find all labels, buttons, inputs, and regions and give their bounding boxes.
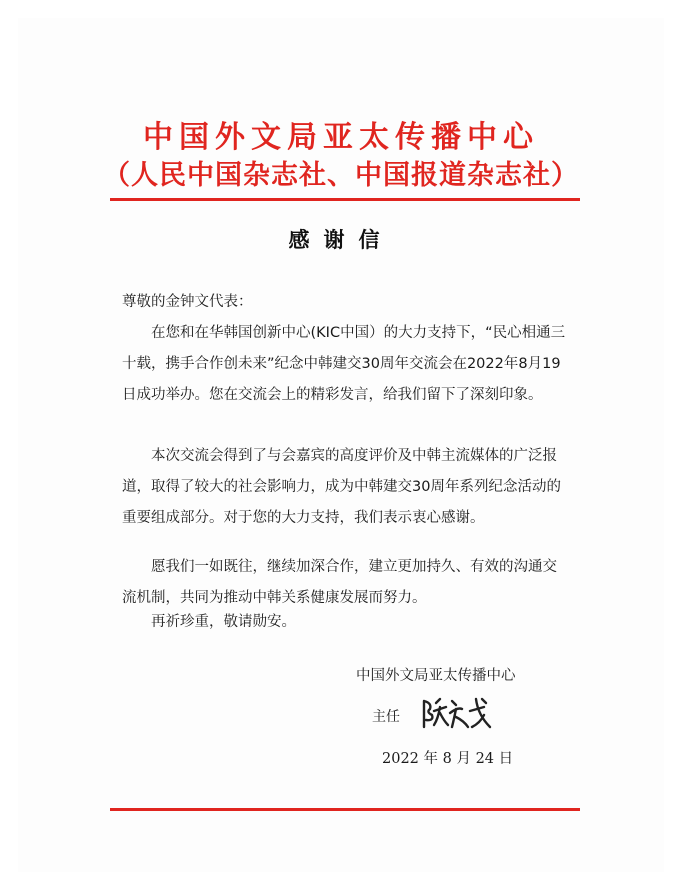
signing-organization: 中国外文局亚太传播中心 (356, 668, 516, 684)
paragraph-2: 本次交流会得到了与会嘉宾的高度评价及中韩主流媒体的广泛报道，取得了较大的社会影响力，成为中韩建交30周年系列纪念活动的重要组成部分。对于您的大力支持，我们表示衷心感谢。 (122, 448, 561, 526)
letterhead-divider (110, 198, 580, 201)
letter-body-paragraph (122, 607, 570, 638)
letterhead-org-name: 中国外文局亚太传播中心 (143, 120, 539, 155)
paragraph-4: 再祈珍重，敬请勋安。 (151, 614, 296, 630)
footer-divider (110, 808, 580, 811)
letter-title: 感谢信 (288, 227, 394, 252)
letter-body-paragraph (122, 318, 570, 411)
paragraph-3: 愿我们一如既往，继续加深合作，建立更加持久、有效的沟通交流机制，共同为推动中韩关系健康发展而努力。 (122, 559, 557, 606)
letter-date: 2022 年 8 月 24 日 (382, 751, 514, 767)
letterhead-sub-orgs: （人民中国杂志社、中国报道杂志社） (103, 160, 579, 191)
director-label: 主任 (372, 709, 400, 725)
letter-body-paragraph (122, 552, 570, 614)
salutation: 尊敬的金钟文代表： (122, 294, 253, 310)
paragraph-1: 在您和在华韩国创新中心(KIC中国）的大力支持下，“民心相通三十载，携手合作创未来”纪念中韩建交30周年交流会在2022年8月19日成功举办。您在交流会上的精彩发言，给我们留下了深刻印象。 (122, 325, 566, 403)
letter-body-paragraph (122, 441, 570, 534)
handwritten-signature (418, 693, 498, 733)
